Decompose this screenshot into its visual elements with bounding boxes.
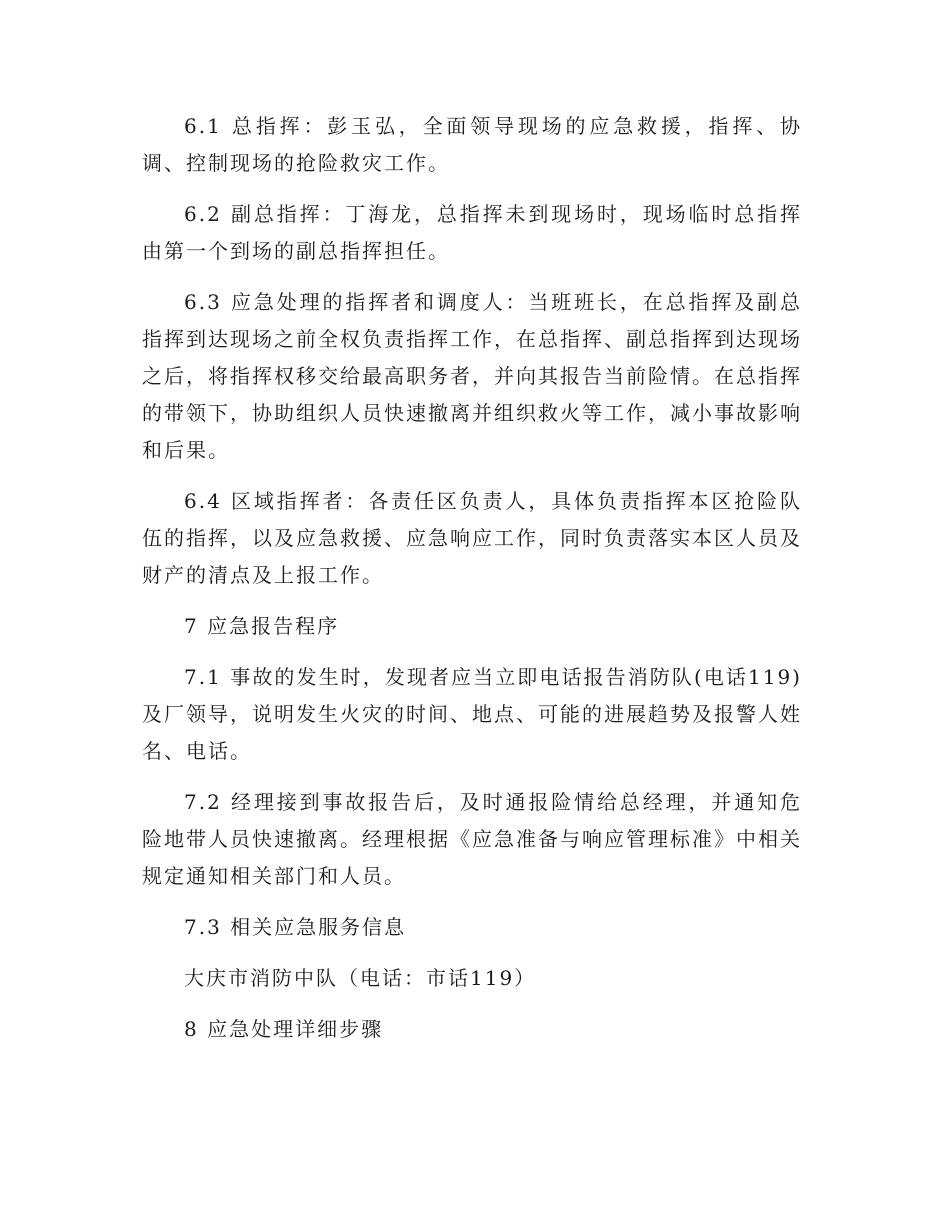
- section-heading-7-3: 7.3 相关应急服务信息: [184, 915, 407, 939]
- paragraph-6-2: 6.2 副总指挥：丁海龙，总指挥未到现场时，现场临时总指挥由第一个到场的副总指挥担任。: [142, 202, 802, 263]
- paragraph-6-4: 6.4 区域指挥者：各责任区负责人，具体负责指挥本区抢险队伍的指挥，以及应急救援、应急响应工作，同时负责落实本区人员及财产的清点及上报工作。: [142, 489, 802, 587]
- paragraph-6-1: 6.1 总指挥：彭玉弘，全面领导现场的应急救援，指挥、协调、控制现场的抢险救灾工作。: [142, 114, 802, 175]
- paragraph-6-3: 6.3 应急处理的指挥者和调度人：当班班长，在总指挥及副总指挥到达现场之前全权负责指挥工作，在总指挥、副总指挥到达现场之后，将指挥权移交给最高职务者，并向其报告当前险情。在总指挥的带领下，协助组织人员快速撤离并组织救火等工作，减小事故影响和后果。: [142, 290, 802, 462]
- paragraph-fire-brigade-contact: 大庆市消防中队（电话：市话119）: [184, 966, 537, 990]
- section-heading-8: 8 应急处理详细步骤: [184, 1017, 384, 1041]
- paragraph-7-2: 7.2 经理接到事故报告后，及时通报险情给总经理，并通知危险地带人员快速撤离。经理根据《应急准备与响应管理标准》中相关规定通知相关部门和人员。: [142, 790, 802, 888]
- document-body: [142, 108, 802, 1062]
- section-heading-7: 7 应急报告程序: [184, 614, 340, 638]
- paragraph-7-1: 7.1 事故的发生时，发现者应当立即电话报告消防队(电话119)及厂领导，说明发生火灾的时间、地点、可能的进展趋势及报警人姓名、电话。: [142, 665, 802, 763]
